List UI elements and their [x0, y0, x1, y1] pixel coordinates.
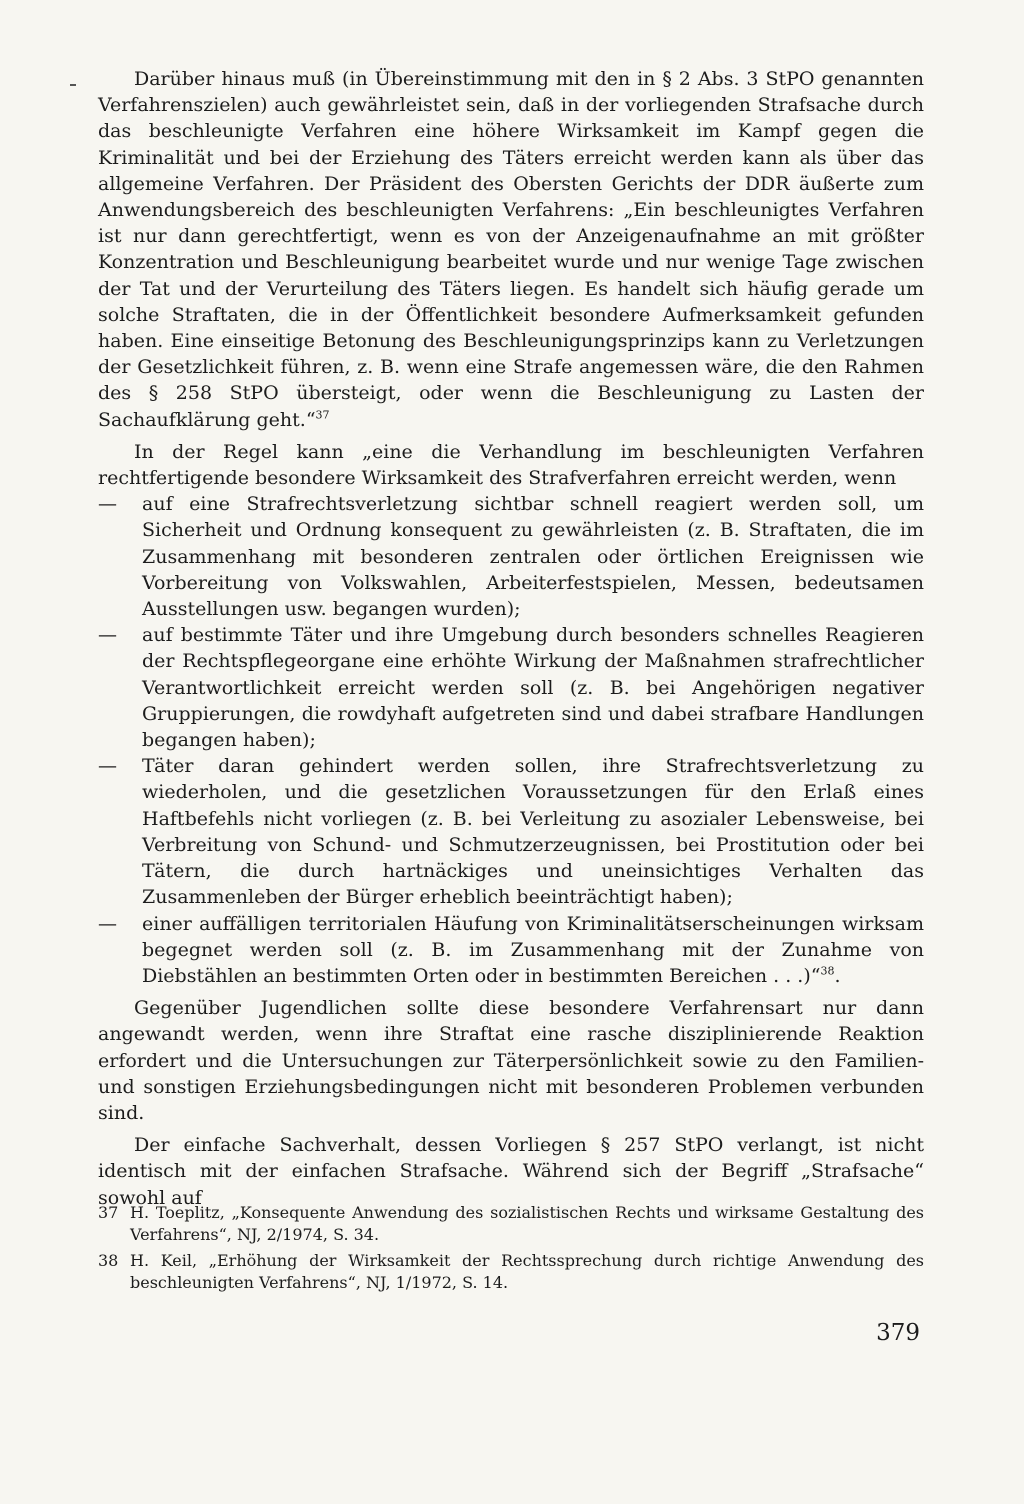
- paragraph-3: Gegenüber Jugendlichen sollte diese besondere Verfahrensart nur dann angewandt werden, wenn ihre Straftat eine rasche disziplinierende Reaktion erfordert und die Untersuchungen zur Täterpersönlichkeit sowie zu den Familien- und sonstigen Erziehungsbedingungen nicht mit besonderen Problemen verbunden sind.: [98, 997, 924, 1124]
- footnote-text: H. Toeplitz, „Konsequente Anwendung des sozialistischen Rechts und wirksame Gestaltung des Verfahrens“, NJ, 2/1974, S. 34.: [130, 1203, 924, 1244]
- paragraph-4: Der einfache Sachverhalt, dessen Vorliegen § 257 StPO verlangt, ist nicht identisch mit der einfachen Strafsache. Während sich der Begriff „Strafsache“ sowohl auf: [98, 1134, 924, 1209]
- page-number: 379: [876, 1320, 920, 1346]
- scan-mark: [70, 84, 76, 86]
- paragraph-2: In der Regel kann „eine die Verhandlung im beschleunigten Verfahren rechtfertigende besondere Wirksamkeit des Strafverfahren erreicht werden, wenn: [98, 440, 924, 490]
- footnotes: [98, 1202, 924, 1298]
- footnote-38: [98, 1250, 924, 1294]
- bullet-dash: —: [98, 912, 117, 935]
- bullet-dash: —: [98, 755, 117, 778]
- footnote-ref-37: 37: [315, 408, 330, 422]
- bullet-dash: —: [98, 624, 117, 647]
- footnote-ref-38: 38: [820, 964, 835, 978]
- footnote-number: 38: [98, 1251, 119, 1270]
- footnote-37: [98, 1202, 924, 1246]
- list-item: [98, 753, 924, 910]
- list-item-text: einer auffälligen territorialen Häufung von Kriminalitätserscheinungen wirksam begegnet werden soll (z. B. im Zusammenhang mit der Zunahme von Diebstählen an bestimmten Orten oder in bestimmten Bereichen . . .)“: [142, 912, 924, 987]
- list-item-end: .: [834, 964, 841, 987]
- footnote-text: H. Keil, „Erhöhung der Wirksamkeit der Rechtssprechung durch richtige Anwendung des beschleunigten Verfahrens“, NJ, 1/1972, S. 14.: [130, 1251, 924, 1292]
- paragraph-1-text: Darüber hinaus muß (in Übereinstimmung mit den in § 2 Abs. 3 StPO genannten Verfahrenszielen) auch gewährleistet sein, daß in der vorliegenden Strafsache durch das beschleunigte Verfahren eine höhere Wirksamkeit im Kampf gegen die Kriminalität und bei der Erziehung des Täters erreicht werden kann als über das allgemeine Verfahren. Der Präsident des Obersten Gerichts der DDR äußerte zum Anwendungsbereich des beschleunigten Verfahrens: „Ein beschleunigtes Verfahren ist nur dann gerechtfertigt, wenn es von der Anzeigenaufnahme an mit größter Konzentration und Beschleunigung bearbeitet wurde und nur wenige Tage zwischen der Tat und der Verurteilung des Täters liegen. Es handelt sich häufig gerade um solche Straftaten, die in der Öffentlichkeit besondere Aufmerksamkeit gefunden haben. Eine einseitige Betonung des Beschleunigungsprinzips kann zu Verletzungen der Gesetzlichkeit führen, z. B. wenn eine Strafe angemessen wäre, die den Rahmen des § 258 StPO übersteigt, oder wenn die Beschleunigung zu Lasten der Sachaufklärung geht.“: [98, 68, 924, 431]
- list-item-text: auf eine Strafrechtsverletzung sichtbar schnell reagiert werden soll, um Sicherheit und Ordnung konsequent zu gewährleisten (z. B. Straftaten, die im Zusammenhang mit besonderen zentralen oder örtlichen Ereignissen wie Vorbereitung von Volkswahlen, Arbeiterfestspielen, Messen, bedeutsamen Ausstellungen usw. begangen wurden);: [142, 493, 924, 621]
- footnote-number: 37: [98, 1203, 119, 1222]
- bullet-dash: —: [98, 493, 117, 516]
- list-item: [98, 491, 924, 622]
- bullet-list: [98, 491, 924, 989]
- list-item-text: auf bestimmte Täter und ihre Umgebung durch besonders schnelles Reagieren der Rechtspflegeorgane eine erhöhte Wirkung der Maßnahmen strafrechtlicher Verantwortlichkeit erreicht werden soll (z. B. bei Angehörigen negativer Gruppierungen, die rowdyhaft aufgetreten sind und dabei strafbare Handlungen begangen haben);: [142, 624, 924, 752]
- list-item: [98, 911, 924, 990]
- body-text: [98, 66, 924, 1217]
- list-item: [98, 622, 924, 753]
- paragraph-1: [98, 66, 924, 433]
- list-item-text: Täter daran gehindert werden sollen, ihre Strafrechtsverletzung zu wiederholen, und die gesetzlichen Voraussetzungen für den Erlaß eines Haftbefehls nicht vorliegen (z. B. bei Verleitung zu asozialer Lebensweise, bei Verbreitung von Schund- und Schmutzerzeugnissen, bei Prostitution oder bei Tätern, die durch hartnäckiges und uneinsichtiges Verhalten das Zusammenleben der Bürger erheblich beeinträchtigt haben);: [142, 755, 924, 909]
